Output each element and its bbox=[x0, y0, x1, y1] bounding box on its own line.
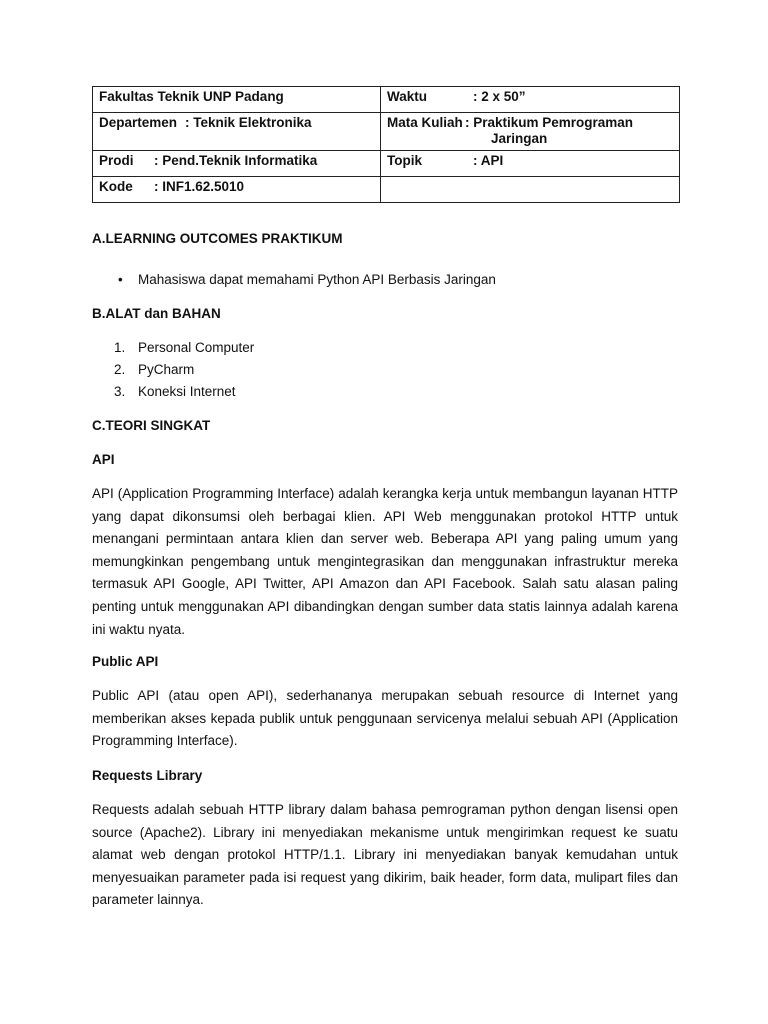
document-content bbox=[92, 86, 678, 912]
api-heading: API bbox=[92, 452, 115, 467]
tools-list bbox=[92, 337, 678, 403]
list-text: Personal Computer bbox=[138, 340, 255, 355]
time-value: : 2 x 50” bbox=[473, 89, 526, 104]
topic-cell bbox=[381, 151, 680, 177]
course-info-table bbox=[92, 86, 680, 203]
list-text: Koneksi Internet bbox=[138, 384, 236, 399]
code-cell bbox=[93, 177, 381, 203]
time-label: Waktu bbox=[387, 89, 427, 104]
list-item bbox=[92, 271, 678, 289]
time-cell bbox=[381, 87, 680, 113]
program-cell bbox=[93, 151, 381, 177]
table-row bbox=[93, 177, 680, 203]
section-c-heading: C.TEORI SINGKAT bbox=[92, 418, 211, 433]
table-row bbox=[93, 151, 680, 177]
requests-library-heading: Requests Library bbox=[92, 767, 203, 783]
list-number: 3. bbox=[114, 384, 126, 399]
public-api-paragraph: Public API (atau open API), sederhananya merupakan sebuah resource di Internet yang memberikan akses kepada publik untuk penggunaan servicenya melalui sebuah API (Application Programming Interface). bbox=[92, 688, 678, 749]
program-value: : Pend.Teknik Informatika bbox=[154, 153, 318, 168]
list-number: 1. bbox=[114, 340, 126, 355]
program-label: Prodi bbox=[99, 153, 134, 168]
list-text: PyCharm bbox=[138, 362, 195, 377]
api-paragraph: API (Application Programming Interface) adalah kerangka kerja untuk membangun layanan HTTP yang dapat dikonsumsi oleh berbagai klien. API Web menggunakan protokol HTTP untuk menangani permintaan antara klien dan server web. Beberapa API yang paling umum yang memungkinkan pengembang untuk mengintegrasikan dan menggunakan infrastruktur mereka termasuk API Google, API Twitter, API Amazon dan API Facebook. Salah satu alasan paling penting untuk menggunakan API dibandingkan dengan sumber data statis lainnya adalah karena ini waktu nyata. bbox=[92, 486, 678, 637]
code-value: : INF1.62.5010 bbox=[154, 179, 245, 194]
course-value bbox=[465, 115, 633, 147]
list-number: 2. bbox=[114, 362, 126, 377]
topic-value: : API bbox=[473, 153, 504, 168]
code-label: Kode bbox=[99, 179, 133, 194]
topic-label: Topik bbox=[387, 153, 422, 168]
course-cell bbox=[381, 113, 680, 151]
empty-cell bbox=[381, 177, 680, 203]
faculty-cell bbox=[93, 87, 381, 113]
course-value-line1: : Praktikum Pemrograman bbox=[465, 115, 634, 130]
course-value-line2: Jaringan bbox=[491, 131, 548, 146]
faculty-label: Fakultas Teknik UNP Padang bbox=[99, 89, 284, 104]
learning-outcome-text: Mahasiswa dapat memahami Python API Berbasis Jaringan bbox=[138, 272, 496, 287]
table-row bbox=[93, 113, 680, 151]
requests-library-paragraph: Requests adalah sebuah HTTP library dalam bahasa pemrograman python dengan lisensi open source (Apache2). Library ini menyediakan mekanisme untuk mengirimkan request ke suatu alamat web dengan protokol HTTP/1.1. Library ini menyediakan banyak kemudahan untuk menyesuaikan parameter pada isi request yang dikirim, baik header, form data, mulipart files dan parameter lainnya. bbox=[92, 801, 678, 908]
department-cell bbox=[93, 113, 381, 151]
course-label: Mata Kuliah bbox=[387, 115, 463, 130]
department-label: Departemen bbox=[99, 115, 178, 130]
list-item bbox=[92, 359, 678, 381]
department-value: : Teknik Elektronika bbox=[185, 115, 312, 130]
list-item bbox=[92, 337, 678, 359]
section-b-heading: B.ALAT dan BAHAN bbox=[92, 306, 221, 321]
section-a-heading: A.LEARNING OUTCOMES PRAKTIKUM bbox=[92, 231, 343, 246]
table-row bbox=[93, 87, 680, 113]
public-api-heading: Public API bbox=[92, 654, 159, 670]
bullet-icon: • bbox=[118, 272, 123, 287]
list-item bbox=[92, 381, 678, 403]
